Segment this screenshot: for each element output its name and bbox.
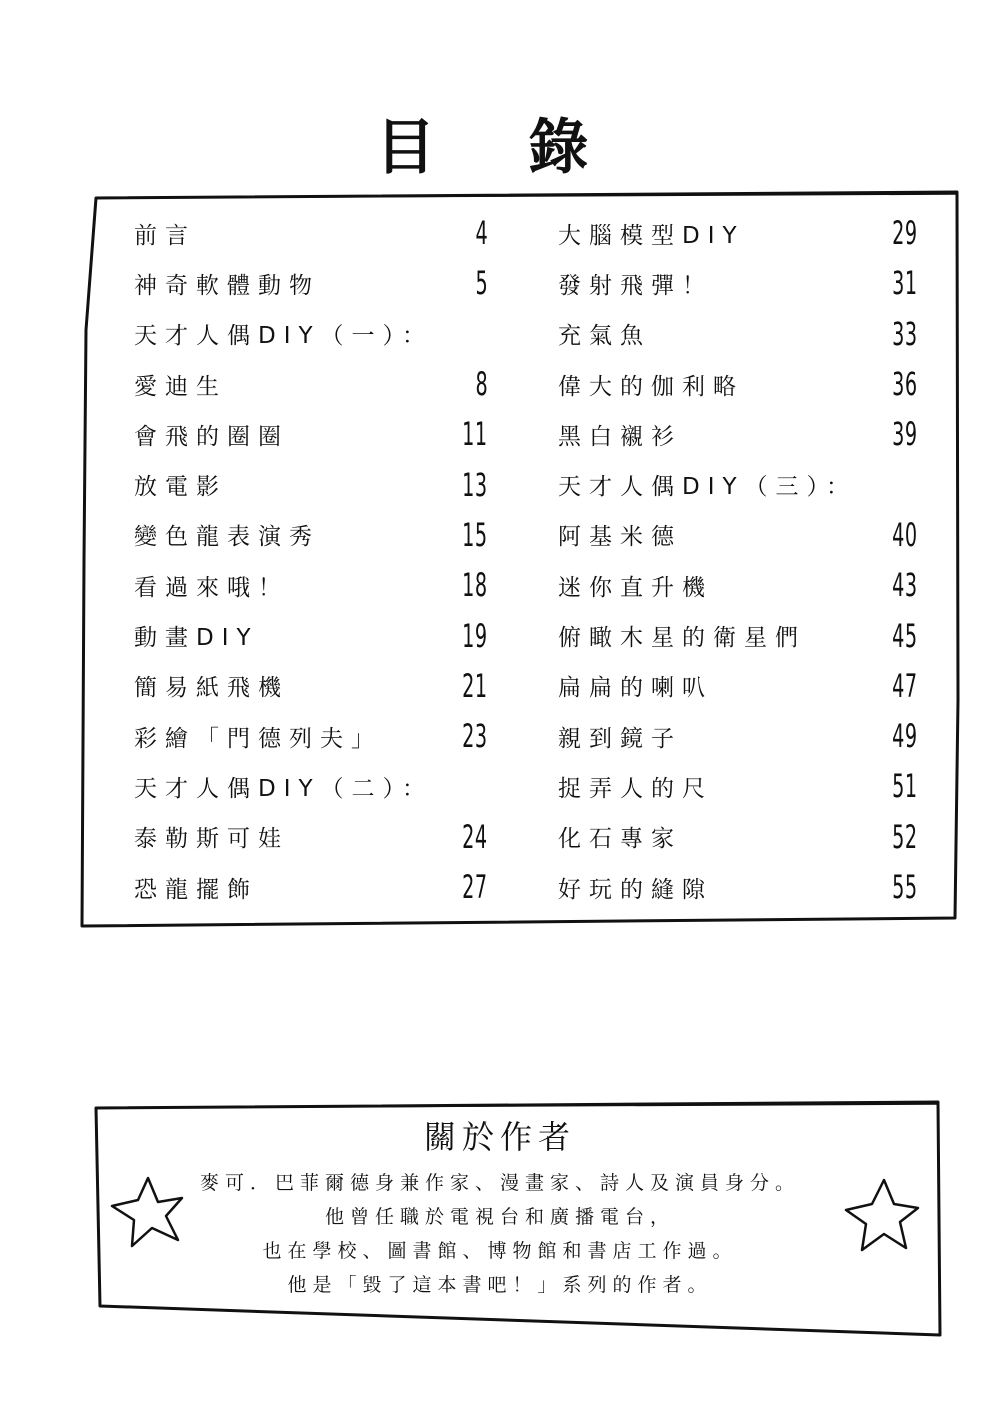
toc-entry-page: 15 — [462, 515, 488, 554]
toc-entry — [134, 309, 488, 359]
toc-entry — [134, 409, 488, 459]
toc-entry-title: 阿基米德 — [558, 524, 682, 551]
toc-entry — [134, 711, 488, 761]
toc-entry — [558, 862, 918, 912]
toc-entry-title: 簡易紙飛機 — [134, 675, 289, 702]
author-bio-line: 麥可．巴菲爾德身兼作家、漫畫家、詩人及演員身分。 — [199, 1172, 800, 1194]
toc-right-column — [558, 208, 918, 908]
page-title: 目 錄 — [375, 113, 625, 183]
toc-entry-title: 天才人偶DIY（三）： — [558, 474, 858, 501]
toc-entry — [558, 812, 918, 862]
toc-entry-title: 俯瞰木星的衛星們 — [558, 625, 806, 652]
toc-entry-title: 看過來哦！ — [134, 574, 289, 601]
toc-entry-title: 天才人偶DIY（一）： — [134, 323, 434, 350]
toc-entry — [558, 309, 918, 359]
toc-entry — [558, 661, 918, 711]
toc-entry-page: 33 — [892, 314, 918, 353]
toc-entry-page: 31 — [892, 264, 918, 303]
toc-entry-title: 扁扁的喇叭 — [558, 675, 713, 702]
star-icon-right — [846, 1180, 918, 1250]
toc-entry-title: 彩繪「門德列夫」 — [134, 725, 382, 752]
toc-entry-title: 會飛的圈圈 — [134, 423, 289, 450]
toc-entry — [558, 459, 918, 509]
author-bio-line: 也在學校、圖書館、博物館和書店工作過。 — [262, 1240, 738, 1262]
toc-entry — [558, 409, 918, 459]
toc-entry-title: 前言 — [134, 222, 196, 249]
toc-entry-title: 動畫DIY — [134, 625, 259, 652]
toc-entry — [134, 459, 488, 509]
toc-entry — [558, 208, 918, 258]
toc-entry — [134, 560, 488, 610]
toc-entry-page: 21 — [462, 666, 488, 705]
toc-entry-title: 化石專家 — [558, 826, 682, 853]
toc-entry-title: 神奇軟體動物 — [134, 272, 320, 299]
toc-entry-page: 45 — [892, 616, 918, 655]
toc-entry-title: 放電影 — [134, 474, 227, 501]
toc-entry-page: 19 — [462, 616, 488, 655]
toc-entry — [558, 510, 918, 560]
toc-entry-page: 43 — [892, 566, 918, 605]
toc-entry-page: 39 — [892, 415, 918, 454]
toc-entry — [134, 610, 488, 660]
toc-entry — [134, 661, 488, 711]
toc-entry — [134, 359, 488, 409]
author-bio — [180, 1166, 820, 1302]
toc-entry-page: 18 — [462, 566, 488, 605]
toc-entry-page: 47 — [892, 666, 918, 705]
toc-entry-page: 27 — [462, 868, 488, 906]
author-bio-line: 他曾任職於電視台和廣播電台， — [324, 1206, 675, 1228]
toc-entry-title: 泰勒斯可娃 — [134, 826, 289, 853]
toc-entry-page: 36 — [892, 365, 918, 404]
toc-entry — [558, 560, 918, 610]
toc-entry-title: 捉弄人的尺 — [558, 775, 713, 802]
toc-entry-title: 迷你直升機 — [558, 574, 713, 601]
toc-entry-title: 好玩的縫隙 — [558, 876, 713, 903]
toc-entry-title: 親到鏡子 — [558, 725, 682, 752]
toc-entry-page: 49 — [892, 717, 918, 756]
toc-entry-page: 8 — [475, 365, 488, 404]
author-bio-line: 他是「毀了這本書吧！」系列的作者。 — [287, 1274, 713, 1296]
toc-entry-page: 24 — [462, 817, 488, 856]
toc-entry-page: 52 — [892, 817, 918, 856]
toc-entry — [558, 711, 918, 761]
toc-entry — [134, 258, 488, 308]
toc-entry-page: 29 — [892, 214, 918, 253]
toc-entry-page: 11 — [462, 415, 488, 454]
toc-entry-page: 40 — [892, 515, 918, 554]
toc-entry — [558, 359, 918, 409]
toc-entry-page: 55 — [892, 868, 918, 906]
toc-left-column — [134, 208, 488, 908]
toc-entry-title: 恐龍擺飾 — [134, 876, 258, 903]
toc-entry-title: 發射飛彈！ — [558, 272, 713, 299]
toc-entry-title: 充氣魚 — [558, 323, 651, 350]
toc-entry — [134, 862, 488, 912]
toc-entry — [558, 258, 918, 308]
star-icon-left — [112, 1178, 182, 1246]
toc-entry-page: 51 — [892, 767, 918, 806]
toc-entry-title: 偉大的伽利略 — [558, 373, 744, 400]
toc-entry-title: 愛迪生 — [134, 373, 227, 400]
toc-entry-page: 5 — [475, 264, 488, 303]
toc-entry-page: 13 — [462, 465, 488, 504]
toc-entry-title: 黑白襯衫 — [558, 423, 682, 450]
author-section-title: 關於作者 — [423, 1118, 576, 1156]
toc-entry-page: 23 — [462, 717, 488, 756]
toc-entry — [558, 761, 918, 811]
toc-entry-title: 變色龍表演秀 — [134, 524, 320, 551]
toc-entry-title: 天才人偶DIY（二）： — [134, 775, 434, 802]
toc-entry-page: 4 — [475, 214, 488, 253]
toc-entry — [134, 510, 488, 560]
toc-entry — [134, 812, 488, 862]
toc-entry — [134, 208, 488, 258]
toc-entry — [558, 610, 918, 660]
toc-entry — [134, 761, 488, 811]
toc-entry-title: 大腦模型DIY — [558, 222, 745, 249]
